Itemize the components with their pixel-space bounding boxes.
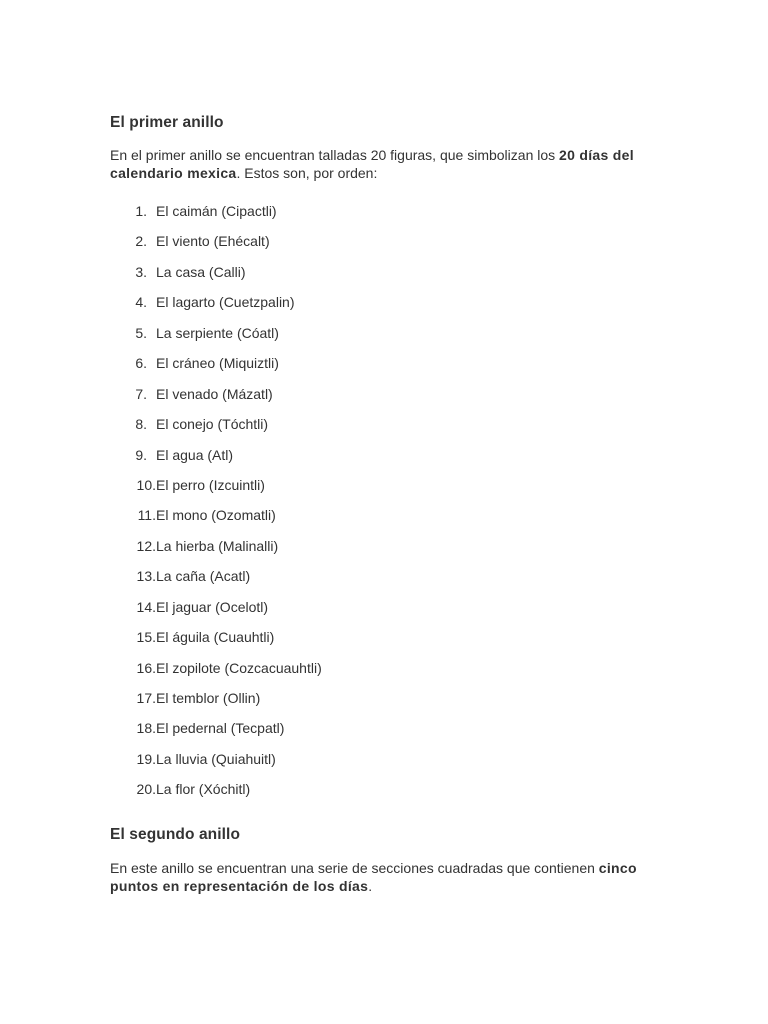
second-text-start: En este anillo se encuentran una serie de secciones cuadradas que contienen: [110, 860, 599, 876]
list-item-text: El águila (Cuauhtli): [156, 629, 275, 646]
list-item-number: 3.: [135, 263, 147, 280]
list-item-number: 1.: [135, 203, 147, 219]
list-item-text: El perro (Izcuintli): [156, 476, 265, 493]
list-item-text: El agua (Atl): [156, 446, 234, 463]
list-item-text: El pedernal (Tecpatl): [156, 720, 285, 737]
list-item-text: El lagarto (Cuetzpalin): [156, 294, 295, 311]
section-heading-second-ring: El segundo anillo: [110, 826, 241, 843]
intro-text-bold: 20 días del calendario mexica: [110, 147, 634, 181]
list-item-text: La serpiente (Cóatl): [156, 324, 279, 341]
list-item: [110, 566, 322, 596]
list-item: [110, 201, 322, 231]
days-list: [110, 201, 322, 810]
list-item: [110, 231, 322, 261]
list-item-number: 10.: [136, 476, 156, 493]
list-item-number: 16.: [136, 659, 156, 676]
list-item: [110, 505, 322, 535]
list-item: [110, 292, 322, 322]
list-item-number: 6.: [135, 355, 147, 372]
list-item-text: La hierba (Malinalli): [156, 537, 279, 554]
list-item-number: 13.: [136, 568, 156, 585]
second-text-bold: cinco puntos en representación de los días: [110, 860, 637, 894]
list-item-number: 19.: [136, 750, 156, 767]
list-item: [110, 323, 322, 353]
list-item: [110, 627, 322, 657]
list-item-number: 20.: [136, 781, 156, 798]
section-intro-first-ring: [110, 146, 650, 182]
list-item-text: El zopilote (Cozcacuauhtli): [156, 659, 322, 676]
list-item: [110, 445, 322, 475]
list-item-text: La casa (Calli): [156, 263, 246, 280]
list-item-number: 9.: [135, 446, 147, 463]
intro-text-end: . Estos son, por orden:: [236, 165, 378, 181]
list-item-text: La flor (Xóchitl): [156, 781, 251, 798]
list-item: [110, 414, 322, 444]
list-item-number: 18.: [136, 720, 156, 737]
list-item: [110, 384, 322, 414]
list-item-number: 2.: [135, 233, 147, 250]
list-item-text: La lluvia (Quiahuitl): [156, 750, 276, 767]
list-item: [110, 353, 322, 383]
list-item-number: 7.: [135, 385, 147, 402]
list-item: [110, 718, 322, 748]
list-item: [110, 779, 322, 809]
list-item: [110, 658, 322, 688]
list-item-number: 8.: [135, 416, 147, 433]
list-item-number: 14.: [136, 598, 156, 615]
list-item-number: 11.: [137, 507, 156, 524]
list-item-text: El jaguar (Ocelotl): [156, 598, 269, 615]
section-text-second-ring: [110, 859, 650, 895]
list-item-text: El caimán (Cipactli): [156, 203, 277, 219]
list-item: [110, 262, 322, 292]
list-item-text: El mono (Ozomatli): [156, 507, 276, 524]
list-item: [110, 597, 322, 627]
list-item-number: 17.: [136, 690, 156, 706]
list-item-text: El cráneo (Miquiztli): [156, 355, 279, 372]
list-item-number: 15.: [136, 629, 156, 646]
list-item: [110, 688, 322, 718]
list-item-text: El temblor (Ollin): [156, 690, 261, 706]
list-item-text: El conejo (Tóchtli): [156, 416, 269, 433]
list-item-text: El viento (Ehécalt): [156, 233, 270, 250]
section-heading-first-ring: El primer anillo: [110, 114, 224, 131]
second-text-end: .: [368, 878, 373, 894]
list-item: [110, 536, 322, 566]
list-item-number: 5.: [135, 324, 147, 341]
list-item-text: La caña (Acatl): [156, 568, 251, 585]
list-item-number: 4.: [135, 294, 147, 311]
intro-text-start: En el primer anillo se encuentran talladas 20 figuras, que simbolizan los: [110, 147, 560, 163]
list-item-text: El venado (Mázatl): [156, 385, 273, 402]
list-item: [110, 749, 322, 779]
list-item-number: 12.: [136, 537, 156, 554]
list-item: [110, 475, 322, 505]
